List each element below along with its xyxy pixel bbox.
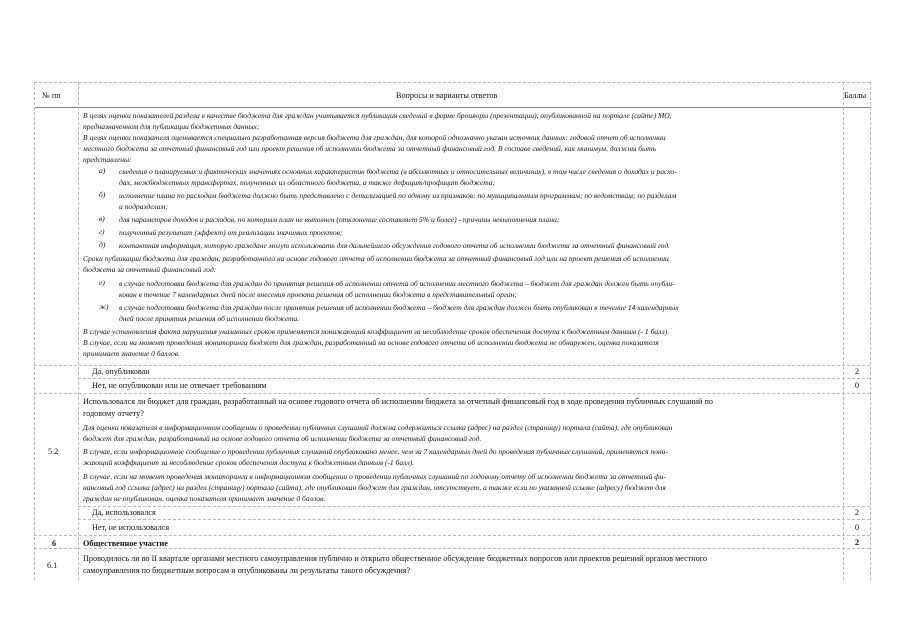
list-item-line: полученный результат (эффект) от реализации значимых проектов; bbox=[119, 228, 343, 237]
answer-points: 2 bbox=[854, 508, 860, 517]
table-right-border bbox=[870, 82, 871, 580]
header-bottom-border bbox=[34, 107, 870, 108]
list-marker: ж) bbox=[99, 302, 109, 311]
list-marker: в) bbox=[99, 214, 105, 223]
note-line: В случае, если на момент проведения мониторинга бюджет для граждан, разработанный на основе годового отчета об исполнении бюджета не обнаружен, оценка показателя bbox=[83, 338, 659, 347]
list-marker: г) bbox=[99, 227, 105, 236]
note-line: В случае, если на момент проведения мониторинга в информационном сообщении о проведении публичных слушаний по годовому отчету об исполнении бюджета за отчетный фи- bbox=[83, 472, 666, 481]
list-item-line: кован в течение 7 календарных дней после внесения проекта решения об исполнении бюджета в представительный орган; bbox=[119, 290, 517, 299]
question-text: самоуправления по бюджетным вопросам и опубликованы ли результаты такого обсуждения? bbox=[83, 566, 411, 575]
question-text: Использовался ли бюджет для граждан, разработанный на основе годового отчета об исполнении бюджета за отчетный финансовый год в ходе проведения публичных слушаний по bbox=[83, 397, 713, 406]
header-number: № пп bbox=[42, 91, 61, 100]
row-divider bbox=[78, 378, 870, 379]
list-item-line: и подразделам; bbox=[119, 202, 168, 211]
note-line: представлены: bbox=[83, 155, 132, 164]
list-marker: а) bbox=[99, 166, 106, 175]
question-text: годовому отчету? bbox=[83, 409, 144, 418]
note-line: предназначенном для публикации бюджетных данных; bbox=[83, 122, 260, 131]
answer-points: 2 bbox=[854, 367, 860, 376]
list-marker: б) bbox=[99, 190, 106, 199]
section-number: 6 bbox=[52, 539, 57, 548]
header-points: Баллы bbox=[844, 91, 867, 100]
answer-points: 0 bbox=[854, 523, 860, 532]
note-line: Для оценки показателя в информационном сообщении о проведении публичных слушаний должна содержаться ссылка (адрес) на раздел (страницу) портала (сайта), где опубликован bbox=[83, 423, 673, 432]
note-line: нансовый год ссылка (адрес) на раздел (страницу) портала (сайта), где опубликован бюджет для граждан, отсутствует, а также если по указанной ссылке (адресу) бюджет для bbox=[83, 483, 666, 492]
row-number: 6.1 bbox=[47, 561, 58, 570]
list-item-line: для параметров доходов и расходов, по которым план не выполнен (отклонение составляет 5% и более) - причины невыполнения плана; bbox=[119, 215, 560, 224]
note-line: В целях оценки показателей раздела в качестве бюджета для граждан учитывается публикация сведений в форме брошюры (презентации), опубликованной на портале (сайте) МО, bbox=[83, 111, 672, 120]
note-line: местного бюджета за отчетный финансовый год или проект решения об исполнении бюджета за отчетный финансовый год. В составе сведений, как минимум, должны быть bbox=[83, 144, 656, 153]
table-left-border bbox=[34, 82, 35, 580]
answer-option: Нет, не использовался bbox=[92, 523, 170, 532]
list-item-line: сведения о планируемых и фактических значениях основных характеристик бюджета (в абсолютных и относительных величинах), в том числе сведения о доходах и расхо- bbox=[119, 167, 677, 176]
answer-option: Да, опубликован bbox=[92, 367, 150, 376]
question-text: Проводилось ли во II квартале органами местного самоуправления публично и открыто общественное обсуждение бюджетных вопросов или проектов решений органов местного bbox=[83, 554, 708, 563]
row-divider bbox=[34, 365, 870, 366]
section-points: 2 bbox=[854, 538, 860, 547]
note-line: В случае установления факта нарушения указанных сроков применяется понижающий коэффициент за несоблюдение сроков обеспечения доступа к бюджетным данным (- 1 балл). bbox=[83, 327, 670, 336]
note-line: принимает значение 0 баллов. bbox=[83, 349, 180, 358]
row-divider bbox=[78, 519, 870, 520]
list-item-line: исполнение плана по расходам бюджета должно быть представлено с детализацией по одному из признаков: по муниципальным программам; по ведомствам; по разделам bbox=[119, 191, 677, 200]
table-top-border bbox=[34, 82, 870, 83]
note-line: В целях оценки показателя оценивается специально разработанная версия бюджета для граждан, для которой однозначно указан источник данных: годовой отчет об исполнении bbox=[83, 133, 666, 142]
row-divider bbox=[34, 535, 870, 536]
list-marker: е) bbox=[99, 278, 105, 287]
note-line: В случае, если информационное сообщение о проведении публичных слушаний опубликовано менее, чем за 7 календарных дней до проведения публичных слушаний, применяется пони- bbox=[83, 447, 668, 456]
list-item-line: в случае подготовки бюджета для граждан до принятия решения об исполнении отчета об исполнении местного бюджета – бюджет для граждан должен быть опубли- bbox=[119, 279, 675, 288]
row-divider bbox=[78, 506, 870, 507]
note-line: жающий коэффициент за несоблюдение сроков обеспечения доступа к бюджетным данным (-1 балл). bbox=[83, 458, 415, 467]
answer-option: Да, использовался bbox=[92, 508, 156, 517]
note-line: Сроки публикации бюджета для граждан, разработанного на основе годового отчета об исполнении бюджета за отчетный финансовый год или на проект решения об исполнении bbox=[83, 254, 669, 263]
note-line: граждан не опубликован, оценка показателя принимает значение 0 баллов. bbox=[83, 494, 326, 503]
answer-points: 0 bbox=[854, 381, 860, 390]
list-item-line: дах, межбюджетных трансфертах, полученных из областного бюджета, а также дефицит/профицит бюджета; bbox=[119, 178, 496, 187]
section-title: Общественное участие bbox=[83, 539, 168, 548]
row-divider bbox=[34, 393, 870, 394]
note-line: бюджета за отчетный финансовый год: bbox=[83, 265, 217, 274]
header-questions: Вопросы и варианты ответов bbox=[396, 91, 498, 100]
answer-option: Нет, не опубликован или не отвечает требованиям bbox=[92, 381, 267, 390]
list-item-line: в случае подготовки бюджета для граждан после принятия решения об исполнении бюджета – бюджет для граждан должен быть опубликован в течение 14 календарных bbox=[119, 303, 679, 312]
list-item-line: контактная информация, которую граждане могут использовать для дальнейшего обсуждения годового отчета об исполнении бюджета за отчетный финансовый год. bbox=[119, 241, 671, 250]
list-item-line: дней после принятия решения об исполнении бюджета. bbox=[119, 314, 300, 323]
list-marker: д) bbox=[99, 240, 106, 249]
note-line: бюджет для граждан, разработанный на основе годового отчета об исполнении бюджета за отчетный финансовый год. bbox=[83, 434, 482, 443]
row-number: 5.2 bbox=[48, 447, 59, 456]
